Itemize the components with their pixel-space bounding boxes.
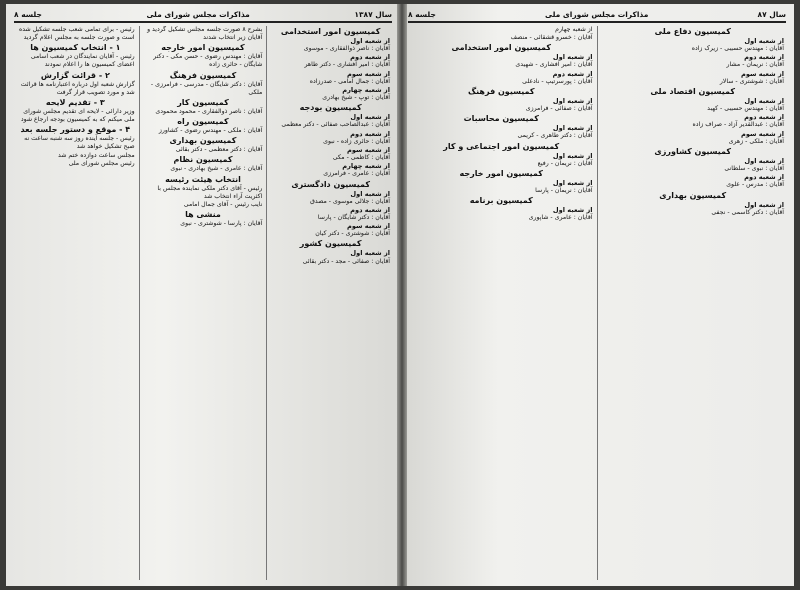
- branch-label: از شعبه اول: [552, 151, 593, 160]
- text-line: از شعبه چهارم: [555, 26, 593, 33]
- text-line: آقایان : ملکی - مهندس رضوی - کشاورز: [158, 127, 263, 135]
- text-line: آقایان : حائری زاده - نبوی: [323, 137, 390, 145]
- left-page-header: [14, 7, 392, 23]
- text-line: آقایان : دکتر کاسمی - نجفی: [711, 208, 784, 216]
- text-line: آقایان : عبدالصاحب صفائی - دکتر معظمی: [281, 121, 390, 129]
- right-col-1: [597, 26, 789, 580]
- text-line: آقایان : عبدالقدیر آزاد - صراف زاده: [692, 121, 784, 129]
- right-page-header: [408, 7, 786, 23]
- section-heading: منشی ها: [185, 210, 221, 220]
- branch-label: از شعبه اول: [552, 206, 593, 215]
- branch-label: از شعبه اول: [552, 178, 593, 187]
- text-line: آقایان : شوشتری - سالار: [719, 77, 784, 85]
- text-line: آقایان : توپ - شیخ بهادری: [322, 94, 390, 102]
- section-heading: کمیسیون فرهنگ: [467, 86, 535, 96]
- text-line: رئیس - آقای دکتر ملکی نماینده مجلس با اکثریت آراء انتخاب شد: [157, 184, 263, 200]
- right-col-2: [406, 26, 597, 580]
- text-line: آقایان : عامری - فرامرزی: [323, 170, 390, 178]
- branch-label: از شعبه اول: [350, 249, 390, 258]
- branch-label: از شعبه دوم: [552, 69, 593, 78]
- branch-label: از شعبه سوم: [741, 69, 784, 78]
- text-line: مجلس ساعت دوازده ختم شد: [58, 151, 135, 159]
- text-line: آقایان : کاظمی - مکی: [332, 154, 390, 162]
- left-page-columns: [12, 26, 394, 580]
- text-line: رئیس مجلس شورای ملی: [68, 159, 135, 167]
- book-spread: [6, 4, 794, 586]
- section-heading: کمیسیون بهداری: [169, 136, 237, 146]
- text-line: آقایان : پارسا - شوشتری - نبوی: [180, 220, 263, 228]
- text-line: رئیس - جلسه آینده روز سه شنبه ساعت نه صبح تشکیل خواهد شد: [24, 135, 135, 151]
- text-line: آقایان : دکتر طاهری - کریمی: [517, 132, 593, 140]
- section-heading: کمیسیون کشور: [299, 239, 362, 249]
- section-heading: انتخاب هیئت رئیسه: [165, 174, 241, 184]
- branch-label: از شعبه سوم: [741, 129, 784, 138]
- text-line: آقایان : نبوی - سلطانی: [724, 165, 784, 173]
- branch-label: از شعبه دوم: [350, 205, 390, 214]
- right-page-number: سال ۸۷: [757, 9, 786, 19]
- text-line: آقایان : دکتر شایگان - پارسا: [317, 213, 390, 221]
- section-heading: کمیسیون بودجه: [299, 103, 362, 113]
- branch-label: از شعبه اول: [744, 156, 784, 165]
- section-heading: کمیسیون امور اجتماعی و کار: [443, 141, 560, 151]
- section-heading: کمیسیون برنامه: [469, 196, 533, 206]
- section-heading: کمیسیون اقتصاد ملی: [650, 86, 736, 96]
- branch-label: از شعبه دوم: [350, 53, 390, 62]
- text-line: آقایان : پورسرتیپ - نادعلی: [522, 77, 593, 85]
- text-line: آقایان : نریمان - پارسا: [535, 187, 593, 195]
- text-line: آقایان : نریمان - رفیع: [537, 159, 593, 167]
- text-line: آقایان : مهندس رضوی - حسن مکی - دکتر شایگان - حائری زاده: [153, 53, 263, 69]
- book-gutter: [397, 4, 407, 586]
- section-heading: کمیسیون فرهنگ: [169, 70, 237, 80]
- text-line: گزارش شعبه اول درباره اعتبارنامه ها قرائت شد و مورد تصویب قرار گرفت: [20, 80, 135, 96]
- section-heading: کمیسیون امور خارجه: [161, 43, 245, 53]
- text-line: آقایان : ملکی - زهری: [728, 137, 784, 145]
- right-page: [400, 4, 794, 586]
- left-col-1: [266, 26, 394, 580]
- right-page-title: مذاکرات مجلس شورای ملی: [545, 9, 649, 19]
- section-heading: ۴ - موقع و دستور جلسه بعد: [20, 125, 131, 135]
- branch-label: از شعبه دوم: [350, 129, 390, 138]
- branch-label: از شعبه اول: [552, 53, 593, 62]
- text-line: آقایان : صفائی - مجد - دکتر بقائی: [302, 257, 390, 265]
- branch-label: از شعبه چهارم: [342, 85, 390, 94]
- text-line: آقایان : دکتر شایگان - مدرسی - فرامرزی - ملکی: [150, 80, 263, 96]
- text-line: رئیس - آقایان نمایندگان در شعب اسامی اعضای کمیسیون ها را اعلام نمودند: [30, 53, 135, 69]
- section-heading: کمیسیون دادگستری: [291, 179, 370, 189]
- text-line: آقایان : صفائی - فرامرزی: [525, 105, 593, 113]
- section-heading: ۲ - قرائت گزارش: [40, 70, 110, 80]
- left-page-session: جلسه ۸: [14, 9, 42, 19]
- text-line: نایب رئیس - آقای جمال امامی: [183, 200, 263, 208]
- section-heading: کمیسیون کار: [177, 97, 229, 107]
- branch-label: از شعبه دوم: [744, 53, 784, 62]
- branch-label: از شعبه اول: [744, 200, 784, 209]
- branch-label: از شعبه چهارم: [342, 162, 390, 171]
- section-heading: کمیسیون امور استخدامی: [451, 43, 551, 53]
- left-page-title: مذاکرات مجلس شورای ملی: [146, 9, 250, 19]
- text-line: آقایان : خسرو قشقائی - منصف: [510, 34, 593, 42]
- text-line: آقایان : مهندس حسیبی - کهبد: [707, 105, 784, 113]
- right-page-columns: [406, 26, 788, 580]
- section-heading: کمیسیون راه: [177, 117, 229, 127]
- text-line: آقایان : ناصر ذوالفقاری - محمود محمودی: [155, 107, 263, 115]
- text-line: رئیس - برای تمامی شعب جلسه تشکیل شده است و صورت جلسه به مجلس اعلام گردید: [18, 26, 135, 42]
- branch-label: از شعبه اول: [350, 189, 390, 198]
- text-line: آقایان : جمال امامی - صدرزاده: [309, 77, 390, 85]
- left-col-3: [12, 26, 139, 580]
- branch-label: از شعبه اول: [552, 96, 593, 105]
- text-line: آقایان : شوشتری - دکتر کیان: [315, 230, 390, 238]
- branch-label: از شعبه اول: [350, 37, 390, 45]
- branch-label: از شعبه اول: [744, 96, 784, 105]
- branch-label: از شعبه اول: [552, 124, 593, 133]
- right-page-session: جلسه ۸: [408, 9, 436, 19]
- text-line: آقایان : عامری - شیخ بهادری - نبوی: [170, 165, 263, 173]
- text-line: آقایان : عامری - شاپوری: [528, 214, 593, 222]
- text-line: آقایان : نریمان - مشار: [726, 61, 784, 69]
- left-col-2: [139, 26, 267, 580]
- text-line: آقایان : امیر افشاری - شهیدی: [515, 61, 593, 69]
- left-page: [6, 4, 400, 586]
- text-line: آقایان : مدرس - علوی: [726, 181, 784, 189]
- text-line: آقایان : ناصر ذوالفقاری - موسوی: [303, 45, 390, 53]
- branch-label: از شعبه سوم: [347, 69, 390, 78]
- left-page-number: سال ۱۳۸۷: [354, 9, 392, 19]
- section-heading: کمیسیون کشاورزی: [654, 146, 732, 156]
- text-line: آقایان : امیر افشاری - دکتر طاهر: [304, 61, 390, 69]
- section-heading: کمیسیون نظام: [173, 155, 233, 165]
- text-line: آقایان : مهندس حسیبی - زیرک زاده: [691, 45, 784, 53]
- text-line: آقایان : جلالی موسوی - مصدق: [310, 197, 390, 205]
- text-line: بشرح ۸ صورت جلسه مجلس تشکیل گردید و آقایان زیر انتخاب شدند: [147, 26, 263, 42]
- section-heading: کمیسیون بهداری: [659, 190, 727, 200]
- section-heading: کمیسیون دفاع ملی: [654, 27, 731, 36]
- branch-label: از شعبه اول: [744, 37, 784, 45]
- branch-label: از شعبه اول: [350, 113, 390, 122]
- branch-label: از شعبه سوم: [347, 222, 390, 231]
- text-line: وزیر دارائی - لایحه ای تقدیم مجلس شورای ملی میکنم که به کمیسیون بودجه ارجاع شود: [20, 107, 135, 124]
- section-heading: کمیسیون امور استخدامی: [280, 27, 381, 36]
- section-heading: ۳ - تقدیم لایحه: [45, 97, 105, 107]
- section-heading: کمیسیون امور خارجه: [459, 168, 543, 178]
- text-line: آقایان : دکتر معظمی - دکتر بقائی: [175, 146, 263, 154]
- branch-label: از شعبه سوم: [347, 145, 390, 154]
- branch-label: از شعبه دوم: [744, 113, 784, 122]
- section-heading: کمیسیون محاسبات: [463, 114, 539, 124]
- branch-label: از شعبه دوم: [744, 173, 784, 182]
- section-heading: ۱ - انتخاب کمیسیون ها: [30, 43, 121, 53]
